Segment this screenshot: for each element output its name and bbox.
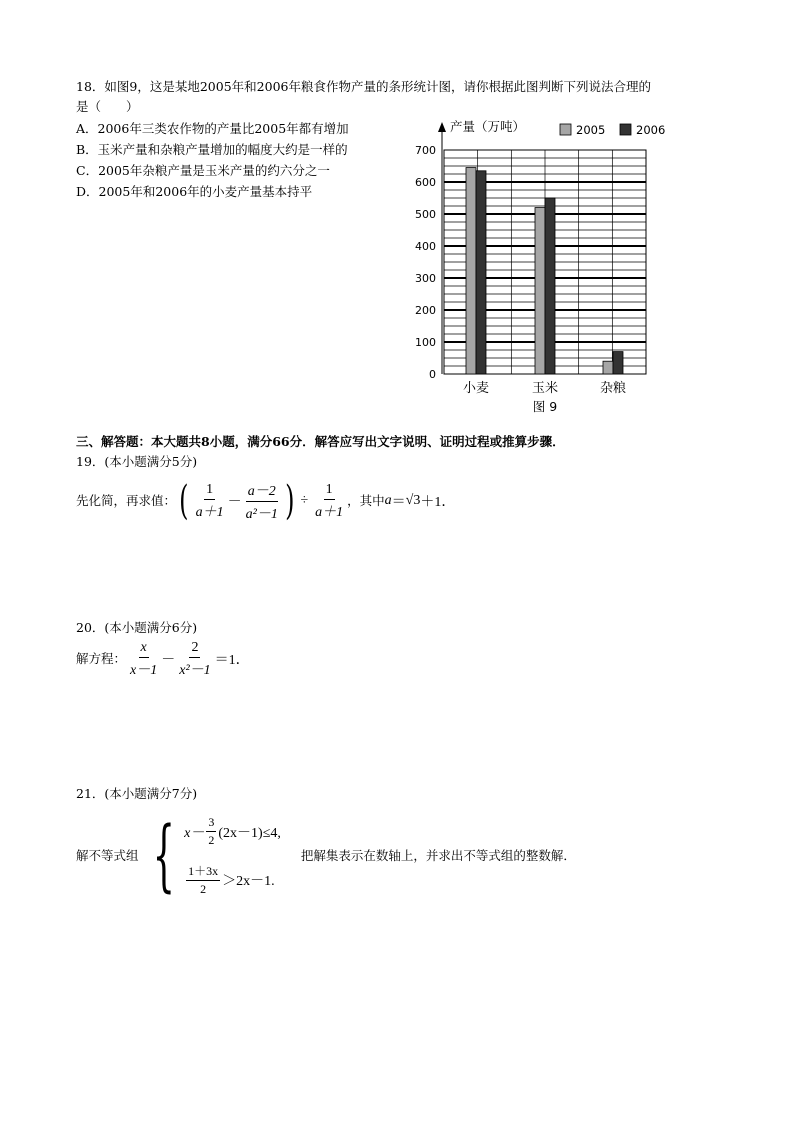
q18-stem-line1: 18．如图9，这是某地2005年和2006年粮食作物产量的条形统计图，请你根据此图判断下列说法合理的	[76, 79, 651, 94]
q18-stem-line2: 是（ ）	[76, 99, 139, 114]
q21-l1-fraction	[206, 815, 216, 848]
q19-cond-eq: ＝	[391, 495, 406, 510]
q18-option-b: B．玉米产量和杂粮产量增加的幅度大约是一样的	[76, 142, 348, 157]
q21-left-brace: {	[152, 811, 175, 901]
bar-2006	[545, 198, 555, 374]
legend-swatch	[620, 124, 631, 135]
q19-f2-numerator: a－2	[246, 480, 278, 502]
x-category-label: 玉米	[531, 381, 559, 396]
q19-f1-denominator: a＋1	[195, 504, 224, 520]
figure-caption: 图 9	[532, 399, 558, 414]
q21-l2-denominator: 2	[200, 882, 207, 896]
bar-2006	[613, 352, 623, 374]
y-tick-label: 700	[415, 144, 436, 157]
q21-inequality-1	[184, 815, 281, 848]
q20-f1-numerator: x	[139, 640, 149, 658]
legend-swatch	[560, 124, 571, 135]
q21-l1-numerator: 3	[206, 815, 216, 832]
q20-fraction-1	[128, 640, 159, 679]
y-axis-arrow-icon	[438, 122, 446, 132]
q20-expression	[76, 638, 250, 680]
q19-divide: ÷	[300, 493, 309, 508]
bar-2005	[603, 361, 613, 374]
legend-label: 2006	[636, 123, 666, 137]
q19-f2-denominator: a²－1	[245, 506, 278, 522]
legend-label: 2005	[576, 123, 606, 137]
y-tick-label: 500	[415, 208, 436, 221]
x-category-label: 小麦	[462, 381, 490, 396]
q21-instruction: 把解集表示在数轴上，并求出不等式组的整数解．	[300, 848, 576, 863]
q19-cond-tail: ＋1．	[420, 495, 456, 510]
bar-2005	[466, 168, 476, 374]
q21-system	[76, 811, 576, 901]
q18-option-a: A．2006年三类农作物的产量比2005年都有增加	[76, 121, 349, 136]
y-axis-label: 产量（万吨）	[450, 119, 526, 134]
y-tick-label: 0	[429, 368, 436, 381]
section3-header: 三、解答题：本大题共8小题，满分66分．解答应写出文字说明、证明过程或推算步骤．	[76, 434, 565, 449]
q19-right-paren: )	[284, 478, 295, 524]
q21-l1-tail: (2x－1)≤4,	[218, 825, 281, 841]
q19-where: ，其中	[347, 493, 385, 508]
q18-option-d: D．2005年和2006年的小麦产量基本持平	[76, 184, 313, 199]
q20-heading: 20．(本小题满分6分)	[76, 620, 198, 635]
q19-minus: －	[227, 495, 242, 510]
q21-heading: 21．(本小题满分7分)	[76, 786, 198, 801]
q19-prefix: 先化简，再求值：	[76, 493, 177, 508]
y-tick-label: 100	[415, 336, 436, 349]
q19-cond-var: a	[384, 493, 392, 508]
q21-l1-denominator: 2	[208, 833, 215, 847]
q19-fraction-1	[194, 482, 226, 521]
q19-f1-numerator: 1	[204, 482, 215, 500]
q19-f3-denominator: a＋1	[315, 504, 344, 520]
x-category-label: 杂粮	[599, 381, 627, 396]
y-tick-label: 400	[415, 240, 436, 253]
y-tick-label: 200	[415, 304, 436, 317]
q19-cond-sqrt: √3	[405, 493, 421, 508]
q21-l1-lead: x－	[184, 825, 205, 841]
q20-f2-numerator: 2	[189, 640, 200, 658]
q21-inequality-2	[184, 862, 281, 897]
q20-prefix: 解方程：	[76, 651, 127, 666]
q19-heading: 19．(本小题满分5分)	[76, 454, 198, 469]
y-tick-label: 600	[415, 176, 436, 189]
q20-f1-denominator: x－1	[130, 662, 158, 678]
q21-prefix: 解不等式组	[76, 848, 139, 863]
q19-expression	[76, 478, 455, 524]
q20-equals-tail: ＝1．	[214, 653, 250, 668]
y-tick-label: 300	[415, 272, 436, 285]
q21-l2-tail: ＞2x－1.	[222, 873, 275, 889]
q19-left-paren: (	[179, 478, 189, 524]
q21-inequalities	[184, 815, 281, 897]
q21-l2-fraction	[186, 862, 220, 897]
bar-2006	[476, 171, 486, 374]
q19-fraction-2	[244, 480, 280, 523]
q20-f2-denominator: x²－1	[179, 662, 211, 678]
q20-fraction-2	[177, 640, 212, 679]
q19-f3-numerator: 1	[324, 482, 335, 500]
q21-l2-numerator: 1＋3x	[186, 862, 220, 881]
bar-chart-figure9	[410, 112, 690, 424]
q20-minus: －	[161, 653, 176, 668]
q18-option-c: C．2005年杂粮产量是玉米产量的约六分之一	[76, 163, 330, 178]
bar-2005	[535, 208, 545, 374]
q19-fraction-3	[313, 482, 345, 521]
